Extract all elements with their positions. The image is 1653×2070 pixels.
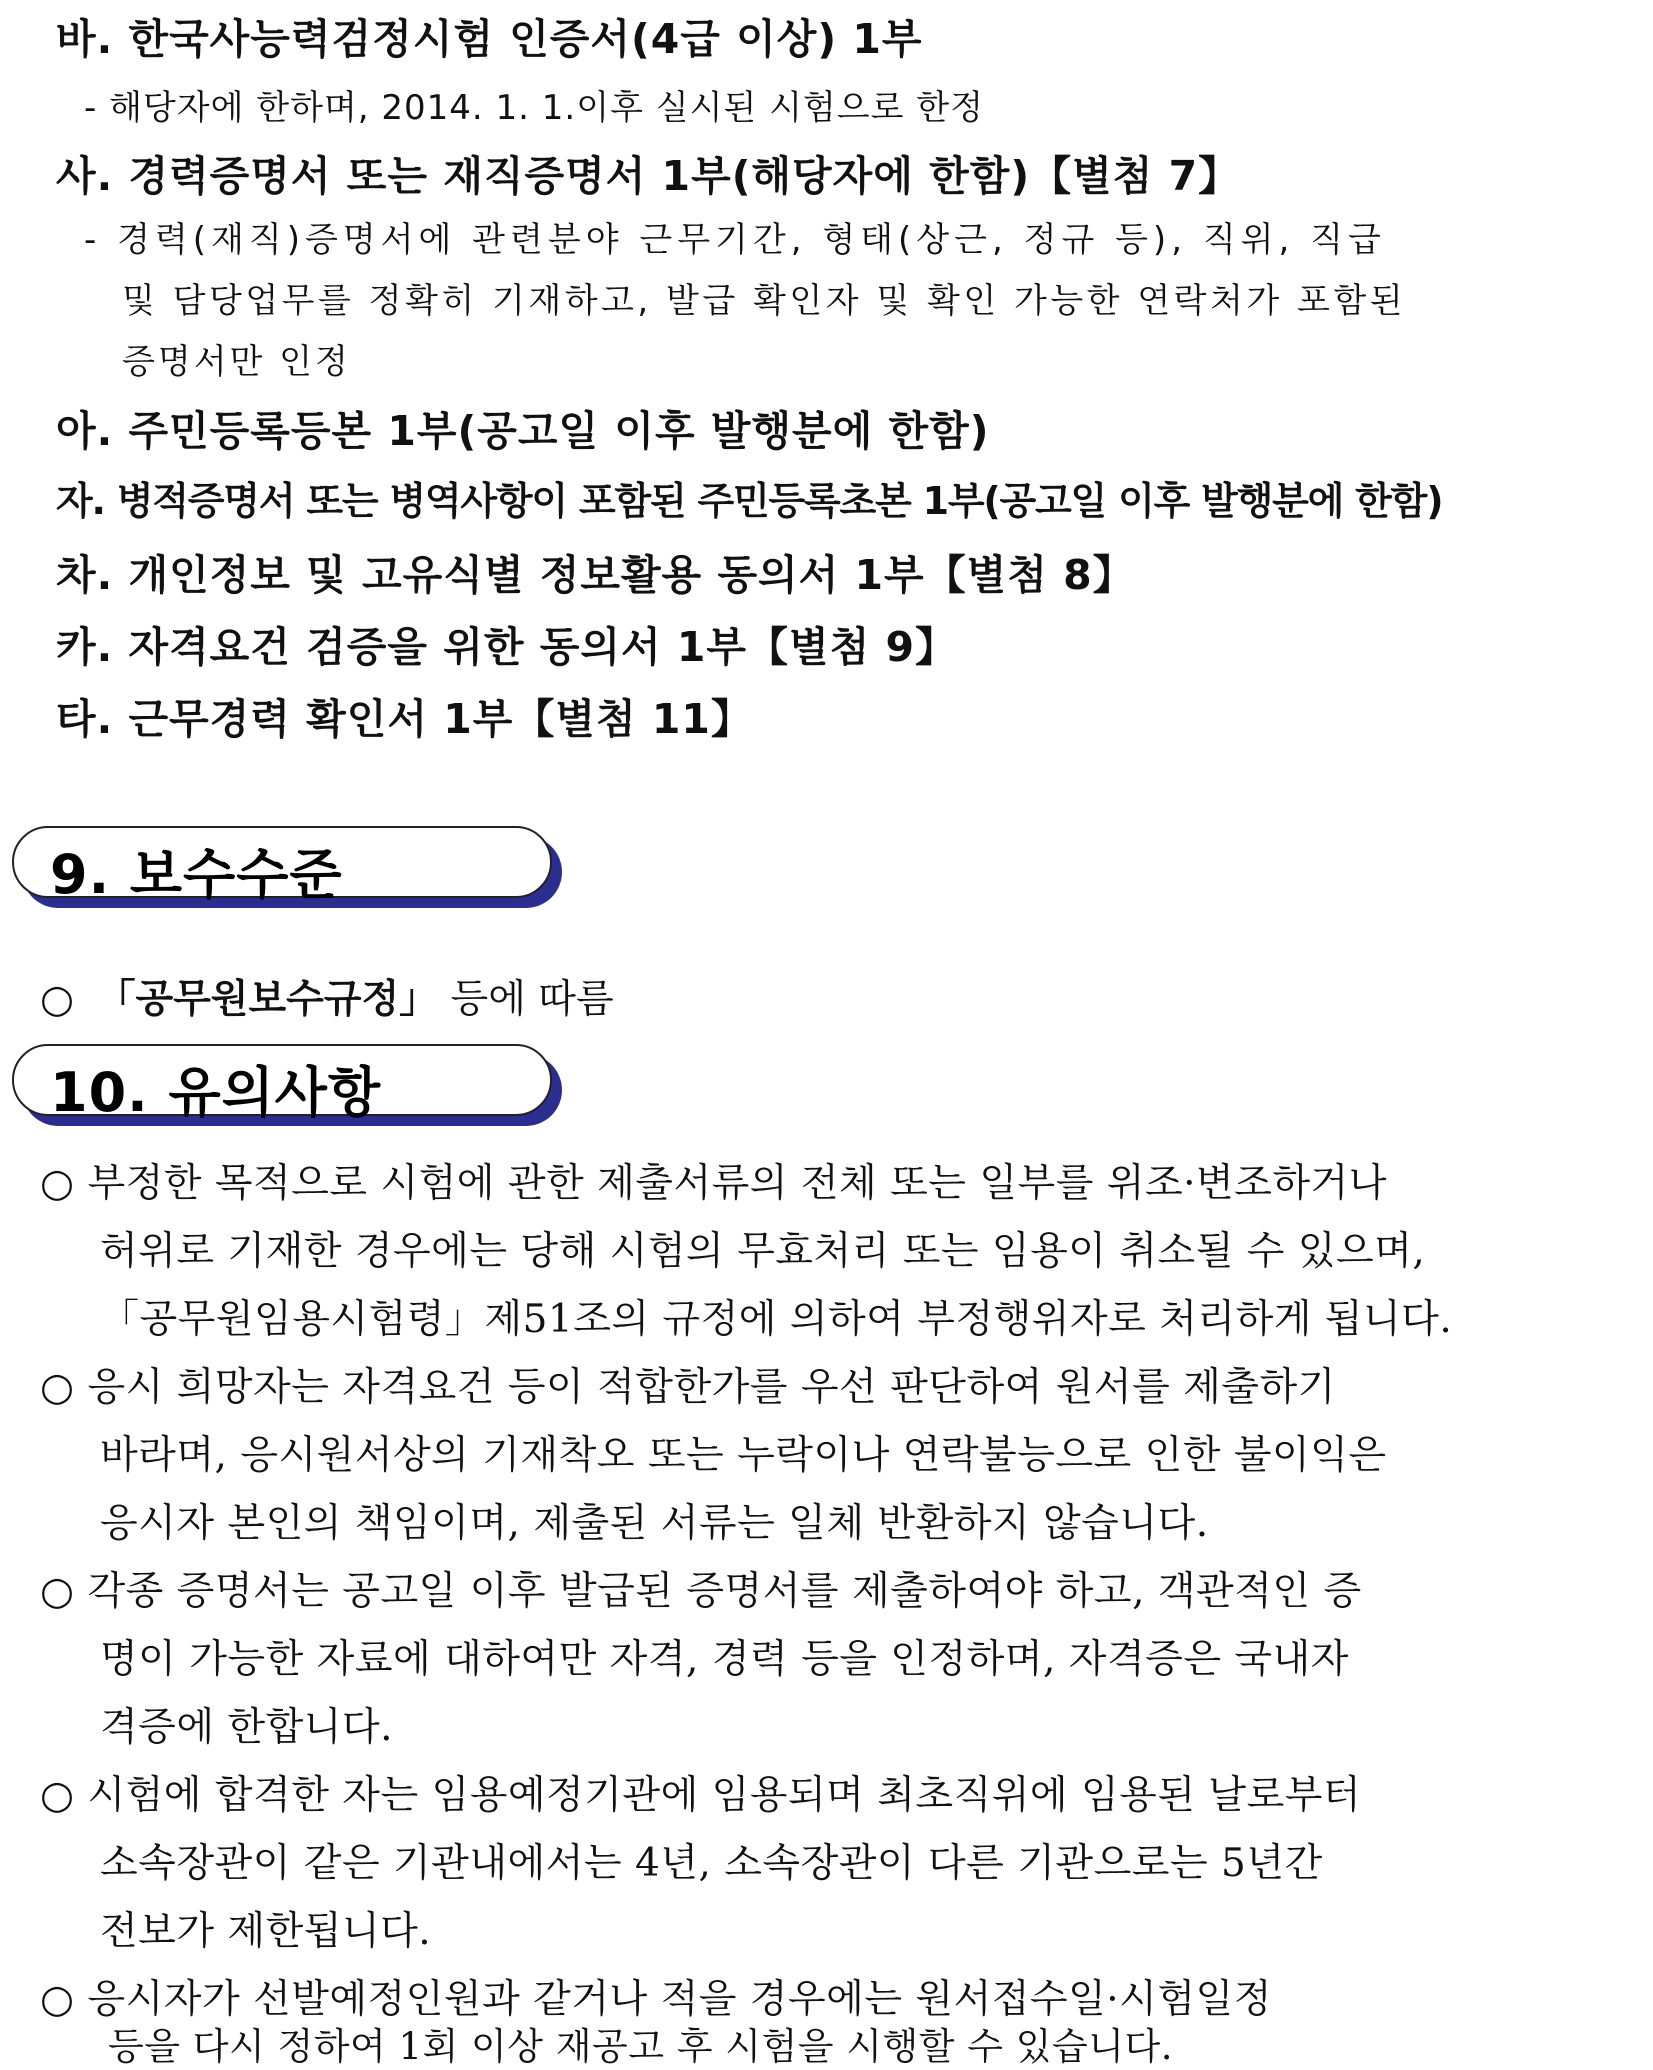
section-10-title: 10. 유의사항 <box>50 1061 382 1124</box>
notice-4-line-2: 소속장관이 같은 기관내에서는 4년, 소속장관이 다른 기관으로는 5년간 <box>100 1841 1323 1886</box>
item-a: 아. 주민등록등본 1부(공고일 이후 발행분에 한함) <box>56 407 990 455</box>
notice-5-line-2: 등을 다시 정하여 1회 이상 재공고 후 시험을 시행할 수 있습니다. <box>108 2025 1173 2068</box>
item-sa-note-1: - 경력(재직)증명서에 관련분야 근무기간, 형태(상근, 정규 등), 직위, 직급 <box>84 220 1386 260</box>
notice-3-line-3: 격증에 한합니다. <box>100 1705 394 1750</box>
section-9-line <box>40 968 614 1024</box>
item-sa: 사. 경력증명서 또는 재직증명서 1부(해당자에 한함)【별첨 7】 <box>56 152 1241 200</box>
item-ta: 타. 근무경력 확인서 1부【별첨 11】 <box>56 695 753 743</box>
notice-2-line-3: 응시자 본인의 책임이며, 제출된 서류는 일체 반환하지 않습니다. <box>100 1501 1209 1546</box>
notice-4-line-1: ○ 시험에 합격한 자는 임용예정기관에 임용되며 최초직위에 임용된 날로부터 <box>40 1773 1362 1818</box>
notice-1-line-2: 허위로 기재한 경우에는 당해 시험의 무효처리 또는 임용이 취소될 수 있으며, <box>100 1229 1426 1274</box>
notice-2-line-1: ○ 응시 희망자는 자격요건 등이 적합한가를 우선 판단하여 원서를 제출하기 <box>40 1365 1336 1410</box>
regulation-name: 「공무원보수규정」 <box>96 977 439 1022</box>
item-ja: 자. 병적증명서 또는 병역사항이 포함된 주민등록초본 1부(공고일 이후 발행분에 한함) <box>56 479 1443 523</box>
notice-3-line-2: 명이 가능한 자료에 대하여만 자격, 경력 등을 인정하며, 자격증은 국내자 <box>100 1637 1349 1682</box>
notice-1-line-3: 「공무원임용시험령」제51조의 규정에 의하여 부정행위자로 처리하게 됩니다. <box>100 1297 1453 1342</box>
item-sa-note-3: 증명서만 인정 <box>122 342 351 382</box>
item-ba: 바. 한국사능력검정시험 인증서(4급 이상) 1부 <box>56 15 923 63</box>
bullet: ○ <box>40 977 75 1022</box>
notice-1-line-1: ○ 부정한 목적으로 시험에 관한 제출서류의 전체 또는 일부를 위조·변조하거나 <box>40 1161 1387 1206</box>
item-ka: 카. 자격요건 검증을 위한 동의서 1부【별첨 9】 <box>56 623 957 671</box>
item-sa-note-2: 및 담당업무를 정확히 기재하고, 발급 확인자 및 확인 가능한 연락처가 포함된 <box>122 281 1407 321</box>
notice-3-line-1: ○ 각종 증명서는 공고일 이후 발급된 증명서를 제출하여야 하고, 객관적인 증 <box>40 1569 1362 1614</box>
item-cha: 차. 개인정보 및 고유식별 정보활용 동의서 1부【별첨 8】 <box>56 551 1135 599</box>
notice-2-line-2: 바라며, 응시원서상의 기재착오 또는 누락이나 연락불능으로 인한 불이익은 <box>100 1433 1387 1478</box>
section-9-rest: 등에 따름 <box>438 977 614 1022</box>
notice-4-line-3: 전보가 제한됩니다. <box>100 1909 432 1954</box>
section-9-title: 9. 보수수준 <box>50 843 343 906</box>
notice-5-line-1: ○ 응시자가 선발예정인원과 같거나 적을 경우에는 원서접수일·시험일정 <box>40 1977 1272 2022</box>
item-ba-note: - 해당자에 한하며, 2014. 1. 1.이후 실시된 시험으로 한정 <box>84 88 984 128</box>
